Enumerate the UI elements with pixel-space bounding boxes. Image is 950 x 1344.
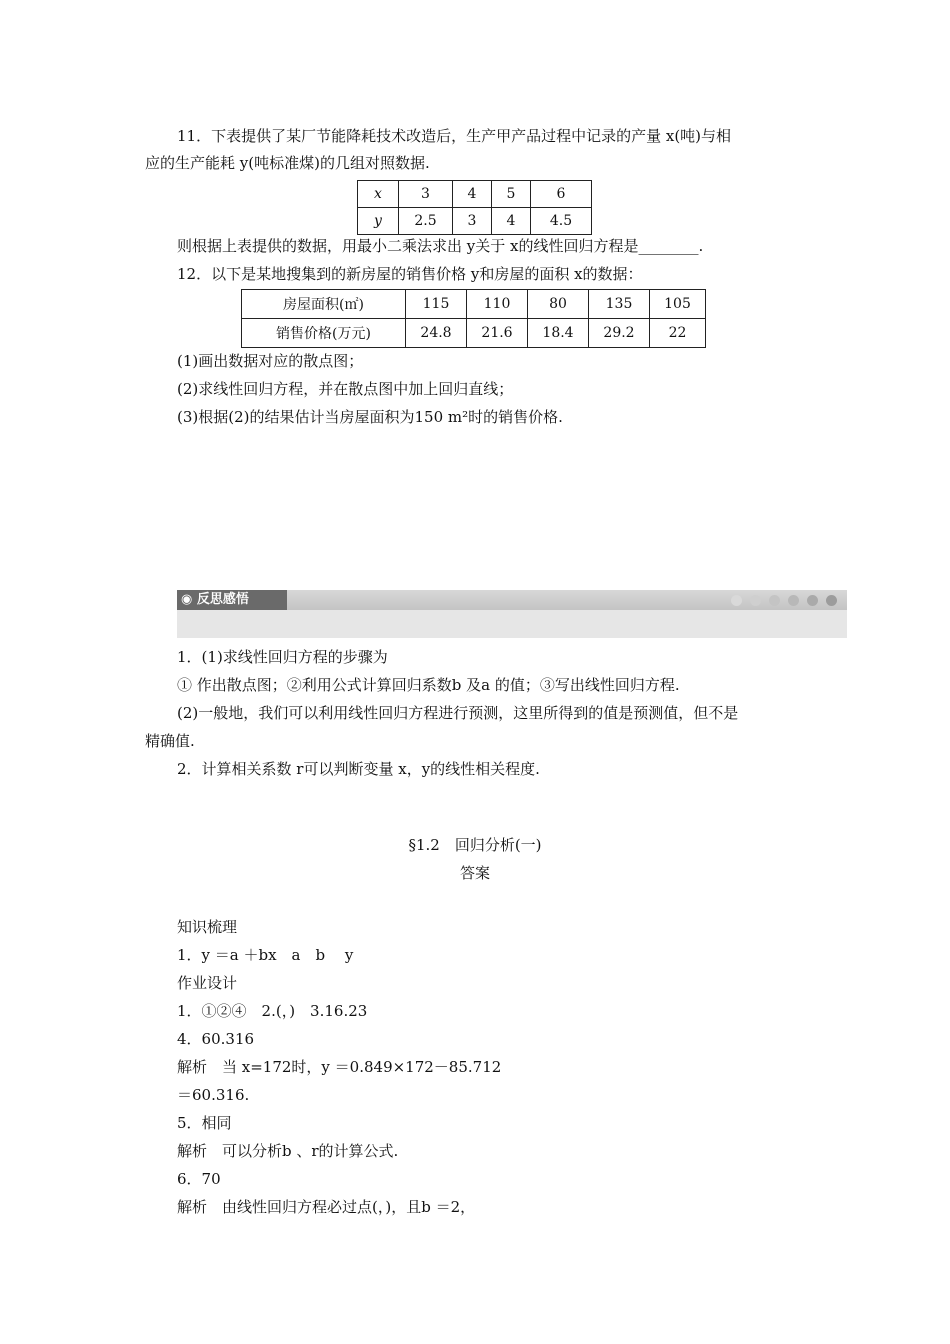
table-cell: 销售价格(万元) [242, 319, 406, 348]
table-cell: 135 [589, 290, 650, 319]
q11-text-line3: 则根据上表提供的数据，用最小二乘法求出 y关于 x的线性回归方程是________. [177, 237, 704, 255]
answer-line: 知识梳理 [177, 918, 238, 936]
q11-text-line2: 应的生产能耗 y(吨标准煤)的几组对照数据. [145, 154, 430, 172]
reflection-line5: 2．计算相关系数 r可以判断变量 x，y的线性相关程度. [177, 760, 540, 778]
dot-icon [826, 595, 837, 606]
table-cell: 3 [399, 181, 453, 208]
q12-part3: (3)根据(2)的结果估计当房屋面积为150 m²时的销售价格. [177, 408, 563, 426]
answer-line: 5．相同 [177, 1114, 232, 1132]
q11-table [357, 180, 592, 235]
table-cell: x [358, 181, 399, 208]
answer-line: 解析 当 x=172时，y ＝0.849×172－85.712 [177, 1058, 502, 1076]
table-cell: 5 [492, 181, 531, 208]
table-cell: 2.5 [399, 208, 453, 235]
q12-text-line1: 12．以下是某地搜集到的新房屋的销售价格 y和房屋的面积 x的数据： [177, 265, 643, 283]
answer-line: 6．70 [177, 1170, 221, 1188]
table-cell: 房屋面积(㎡) [242, 290, 406, 319]
q12-part1: (1)画出数据对应的散点图； [177, 352, 364, 370]
table-cell: 29.2 [589, 319, 650, 348]
dot-icon [769, 595, 780, 606]
reflection-line4: 精确值. [145, 732, 195, 750]
reflection-banner [177, 590, 847, 638]
dot-icon [807, 595, 818, 606]
answer-line: ＝60.316. [177, 1086, 250, 1104]
table-cell: 80 [528, 290, 589, 319]
banner-dots [731, 595, 837, 606]
answer-line: 1．①②④ 2.(，) 3.16.23 [177, 1002, 368, 1020]
table-cell: 6 [531, 181, 592, 208]
table-cell: y [358, 208, 399, 235]
table-cell: 110 [467, 290, 528, 319]
answer-line: 解析 由线性回归方程必过点(，)，且b ＝2， [177, 1198, 476, 1216]
dot-icon [750, 595, 761, 606]
dot-icon [731, 595, 742, 606]
table-cell: 4 [492, 208, 531, 235]
table-cell: 105 [650, 290, 706, 319]
q11-text-line1: 11．下表提供了某厂节能降耗技术改造后，生产甲产品过程中记录的产量 x(吨)与相 [177, 127, 732, 145]
table-cell: 115 [406, 290, 467, 319]
table-row [242, 319, 706, 348]
table-cell: 22 [650, 319, 706, 348]
dot-icon [788, 595, 799, 606]
table-row [358, 181, 592, 208]
reflection-line1: 1．(1)求线性回归方程的步骤为 [177, 648, 388, 666]
reflection-line2: ① 作出散点图；②利用公式计算回归系数b 及a 的值；③写出线性回归方程. [177, 676, 680, 694]
answer-line: 解析 可以分析b 、r的计算公式. [177, 1142, 399, 1160]
q12-table [241, 289, 706, 348]
section-title: §1.2 回归分析(一) [408, 836, 542, 854]
banner-title: ◉ 反思感悟 [177, 590, 287, 610]
table-cell: 4 [453, 181, 492, 208]
answer-line: 作业设计 [177, 974, 238, 992]
reflection-line3: (2)一般地，我们可以利用线性回归方程进行预测，这里所得到的值是预测值，但不是 [177, 704, 739, 722]
answer-line: 4．60.316 [177, 1030, 255, 1048]
table-row [358, 208, 592, 235]
answer-line: 1．y ＝a ＋bx a b y [177, 946, 354, 964]
section-subtitle: 答案 [459, 864, 490, 882]
table-cell: 21.6 [467, 319, 528, 348]
table-cell: 18.4 [528, 319, 589, 348]
q12-part2: (2)求线性回归方程，并在散点图中加上回归直线； [177, 380, 514, 398]
table-row [242, 290, 706, 319]
table-cell: 4.5 [531, 208, 592, 235]
table-cell: 24.8 [406, 319, 467, 348]
table-cell: 3 [453, 208, 492, 235]
